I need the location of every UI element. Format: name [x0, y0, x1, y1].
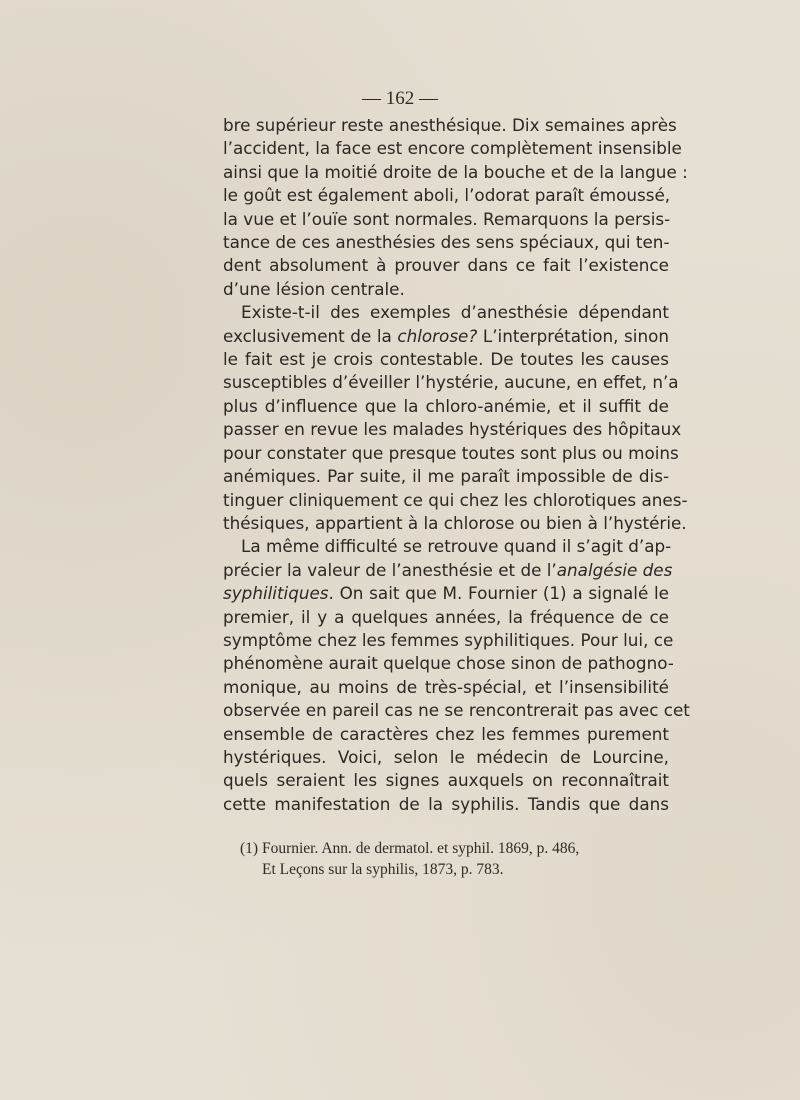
text-line: bre supérieur reste anesthésique. Dix semaines après	[223, 115, 677, 135]
main-text	[223, 114, 690, 816]
text-line: ensemble de caractères chez les femmes purement	[223, 723, 669, 744]
text-line: le fait est je crois contestable. De toutes les causes	[223, 349, 669, 370]
text-line	[223, 559, 673, 582]
text-line: pour constater que presque toutes sont plus ou moins	[223, 442, 679, 463]
text-line: monique, au moins de très-spécial, et l’insensibilité	[223, 676, 669, 697]
footnote-line: (1) Fournier. Ann. de dermatol. et syphil. 1869, p. 486,	[240, 840, 580, 857]
text-line: observée en pareil cas ne se rencontrerait pas avec cet	[223, 700, 690, 721]
text-line: phénomène aurait quelque chose sinon de pathogno-	[223, 653, 674, 674]
text-segment: . On sait que M. Fournier (1) a signalé le	[328, 583, 669, 604]
text-line: susceptibles d’éveiller l’hystérie, aucune, en effet, n’a	[223, 372, 679, 393]
text-segment: L’interprétation, sinon	[477, 325, 670, 346]
text-line: anémiques. Par suite, il me paraît impossible de dis-	[223, 466, 669, 487]
text-line: tinguer cliniquement ce qui chez les chlorotiques anes-	[223, 489, 688, 510]
text-line: quels seraient les signes auxquels on reconnaîtrait	[223, 770, 669, 791]
text-line	[223, 582, 669, 605]
italic-term: syphilitiques	[223, 583, 329, 604]
text-line: tance de ces anesthésies des sens spéciaux, qui ten-	[223, 232, 670, 253]
text-segment: exclusivement de la	[223, 325, 398, 346]
text-line: plus d’influence que la chloro-anémie, et il suffit de	[223, 395, 669, 416]
text-line: cette manifestation de la syphilis. Tandis que dans	[223, 793, 669, 814]
italic-term: analgésie des	[556, 559, 673, 580]
text-segment: précier la valeur de l’anesthésie et de l’	[223, 559, 557, 580]
text-line: Existe-t-il des exemples d’anesthésie dépendant	[241, 302, 669, 323]
footnotes	[240, 838, 660, 880]
page-number: — 162 —	[362, 88, 438, 109]
text-line: l’accident, la face est encore complètement insensible	[223, 138, 682, 159]
text-line	[223, 325, 669, 348]
text-line: la vue et l’ouïe sont normales. Remarquons la persis-	[223, 208, 671, 229]
text-line: d’une lésion centrale.	[223, 278, 405, 299]
text-line: premier, il y a quelques années, la fréquence de ce	[223, 606, 669, 627]
footnote-line: Et Leçons sur la syphilis, 1873, p. 783.	[262, 861, 504, 878]
text-line: dent absolument à prouver dans ce fait l’existence	[223, 255, 669, 276]
text-line: passer en revue les malades hystériques des hôpitaux	[223, 419, 682, 440]
text-line: symptôme chez les femmes syphilitiques. Pour lui, ce	[223, 629, 674, 650]
text-line: hystériques. Voici, selon le médecin de Lourcine,	[223, 746, 669, 767]
italic-term: chlorose?	[397, 325, 478, 346]
text-line: le goût est également aboli, l’odorat paraît émoussé,	[223, 185, 671, 206]
text-line: La même difficulté se retrouve quand il s’agit d’ap-	[241, 536, 672, 557]
text-line: thésiques, appartient à la chlorose ou bien à l’hystérie.	[223, 512, 687, 533]
text-line: ainsi que la moitié droite de la bouche et de la langue :	[223, 161, 688, 182]
